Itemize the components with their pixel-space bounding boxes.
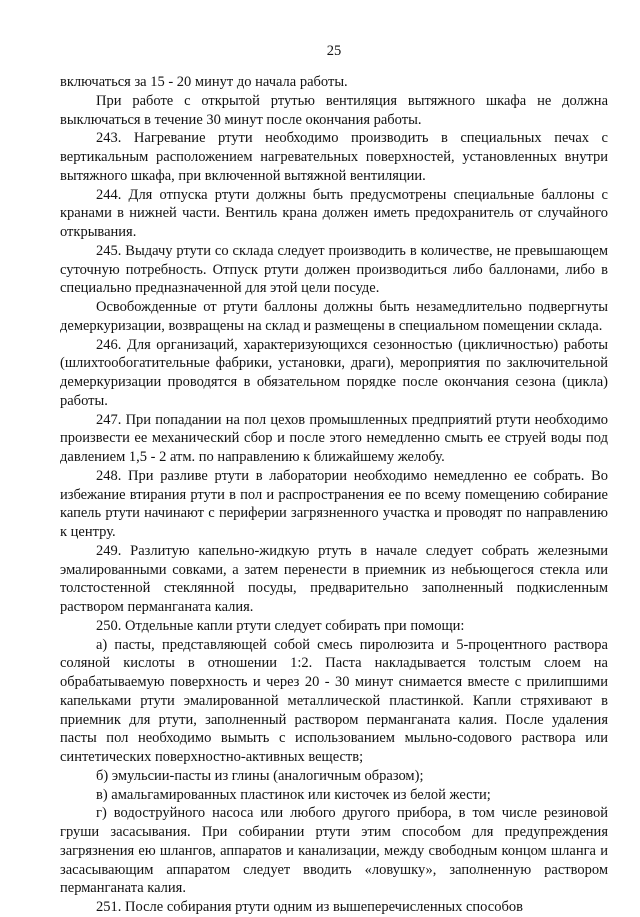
paragraph-244: 244. Для отпуска ртути должны быть предусмотрены специальные баллоны с кранами в нижней части. Вентиль крана должен иметь предохранитель от случайного открывания.: [60, 186, 608, 240]
paragraph-250-g: г) водоструйного насоса или любого другого прибора, в том числе резиновой груши засасывания. При собирании ртути этим способом для предупреждения загрязнения ею шлангов, аппаратов и канализации, между свободным концом шланга и засасывающим аппаратом следует вводить «ловушку», заполненную раствором перманганата калия.: [60, 805, 608, 897]
paragraph-251: 251. После собирания ртути одним из вышеперечисленных способов: [96, 899, 523, 915]
paragraph-250: 250. Отдельные капли ртути следует собирать при помощи:: [96, 617, 465, 634]
paragraph-250-a: а) пасты, представляющей собой смесь пиролюзита и 5-процентного раствора соляной кислоты в отношении 1:2. Паста накладывается толстым слоем на обрабатываемую поверхность и через 20 - 30 минут снимается вместе с прилипшими капельками ртути эмалированной металлической пластинкой. Капли стряхивают в приемник для ртути, заполненный раствором перманганата калия. После удаления пасты пол необходимо вымыть с использованием мыльно-содового раствора или синтетических поверхностно-активных веществ;: [60, 636, 608, 765]
document-body: [60, 73, 608, 917]
paragraph-245: 245. Выдачу ртути со склада следует производить в количестве, не превышающем суточную потребность. Отпуск ртути должен производиться либо баллонами, либо в специально предназначенной для этой цели посуде.: [60, 242, 608, 297]
paragraph-245-balloons: Освобожденные от ртути баллоны должны быть незамедлительно подвергнуты демеркуризации, возвращены на склад и размещены в специальном помещении склада.: [60, 299, 608, 334]
page-number: 25: [326, 43, 342, 59]
paragraph-249: 249. Разлитую капельно-жидкую ртуть в начале следует собрать железными эмалированными совками, а затем перенести в приемник из небьющегося стекла или толстостенной стеклянной посуды, предварительно заполненный подкисленным раствором перманганата калия.: [60, 542, 608, 615]
paragraph-248: 248. При разливе ртути в лаборатории необходимо немедленно ее собрать. Во избежание втирания ртути в пол и распространения ее по всему помещению собирание капель ртути начинают с периферии загрязненного участка и проводят по направлению к центру.: [60, 467, 608, 540]
paragraph-250-v: в) амальгамированных пластинок или кисточек из белой жести;: [96, 786, 491, 803]
paragraph-250-b: б) эмульсии-пасты из глины (аналогичным образом);: [96, 767, 424, 784]
paragraph-247: 247. При попадании на пол цехов промышленных предприятий ртути необходимо произвести ее механический сбор и после этого немедленно смыть ее струей воды под давлением 1,5 - 2 атм. по направлению к ближайшему желобу.: [60, 411, 608, 465]
document-page: [60, 0, 608, 915]
paragraph-246: 246. Для организаций, характеризующихся сезонностью (цикличностью) работы (шлихтообогатительные фабрики, установки, драги), мероприятия по заключительной демеркуризации проводятся в обязательном порядке после окончания сезона (цикла) работы.: [60, 336, 608, 409]
paragraph-243: 243. Нагревание ртути необходимо производить в специальных печах с вертикальным расположением нагревательных поверхностей, установленных внутри вытяжного шкафа, при включенной вытяжной вентиляции.: [60, 130, 608, 184]
paragraph-ventilation: При работе с открытой ртутью вентиляция вытяжного шкафа не должна выключаться в течение 30 минут после окончания работы.: [60, 92, 608, 128]
paragraph-continuation: включаться за 15 - 20 минут до начала работы.: [60, 74, 348, 90]
